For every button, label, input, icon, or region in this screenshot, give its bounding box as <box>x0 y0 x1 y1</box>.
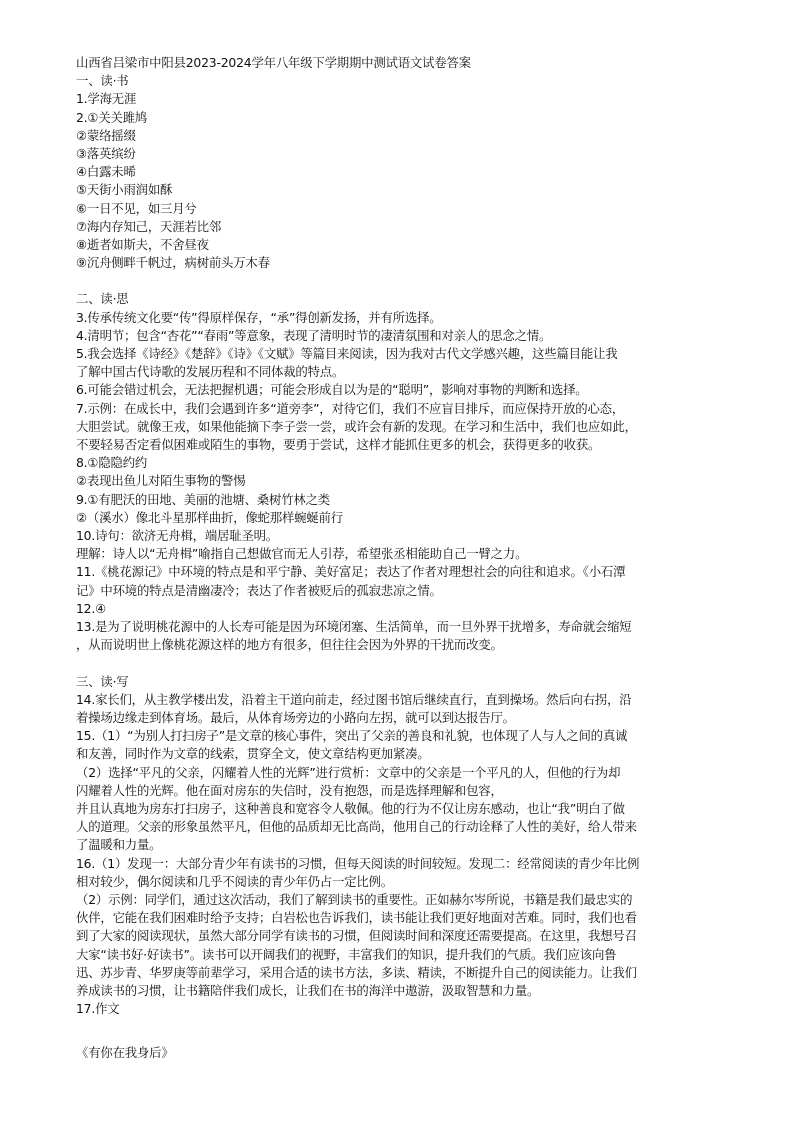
answer-line: 4.清明节；包含“杏花”“春雨”等意象，表现了清明时节的凄清氛围和对亲人的思念之情。 <box>76 327 552 343</box>
answer-line: 13.是为了说明桃花源中的人长寿可能是因为环境闭塞、生活简单，而一旦外界干扰增多，寿命就会缩短 <box>76 619 632 635</box>
answer-line: 2.①关关雎鸠 <box>76 109 148 125</box>
answer-line: ⑧逝者如斯夫，不舍昼夜 <box>76 237 209 253</box>
section-2-body <box>76 309 724 655</box>
answer-line: 15.（1）“为别人打扫房子”是文章的核心事件，突出了父亲的善良和礼貌，也体现了人与人之间的真诚 <box>76 728 628 744</box>
answer-line: 17.作文 <box>76 1001 120 1017</box>
answer-line: 伙伴，它能在我们困难时给予支持；白岩松也告诉我们，读书能让我们更好地面对苦难。同时，我们也看 <box>76 910 637 926</box>
answer-line: ⑨沉舟侧畔千帆过，病树前头万木春 <box>76 255 270 271</box>
answer-line: 10.诗句：欲济无舟楫，端居耻圣明。 <box>76 528 278 544</box>
answer-line: 理解：诗人以“无舟楫”喻指自己想做官而无人引荐，希望张丞相能助自己一臂之力。 <box>76 546 528 562</box>
answer-document <box>76 54 724 1063</box>
answer-line: ②蒙络摇缀 <box>76 127 136 143</box>
answer-line: 大胆尝试。就像王戎，如果他能摘下李子尝一尝，或许会有新的发现。在学习和生活中，我们也应如此， <box>76 418 637 434</box>
answer-line: ④白露未晞 <box>76 164 136 180</box>
answer-line: 了解中国古代诗歌的发展历程和不同体裁的特点。 <box>76 364 345 380</box>
answer-line: ②（溪水）像北斗星那样曲折，像蛇那样蜿蜒前行 <box>76 509 343 525</box>
answer-line: 16.（1）发现一：大部分青少年有读书的习惯，但每天阅读的时间较短。发现二：经常阅读的青少年比例 <box>76 855 640 871</box>
section-1-heading: 一、读·书 <box>76 73 129 89</box>
answer-line: 9.①有肥沃的田地、美丽的池塘、桑树竹林之类 <box>76 491 330 507</box>
answer-line: 和友善，同时作为文章的线索，贯穿全文，使文章结构更加紧凑。 <box>76 746 430 762</box>
essay-title: 《有你在我身后》 <box>76 1045 174 1061</box>
answer-line: ⑥一日不见，如三月兮 <box>76 200 197 216</box>
answer-line: ⑤天街小雨润如酥 <box>76 182 173 198</box>
answer-line: 人的道理。父亲的形象虽然平凡，但他的品质却无比高尚，他用自己的行动诠释了人性的美好，给人带来 <box>76 819 637 835</box>
answer-line: ，从而说明世上像桃花源这样的地方有很多，但往往会因为外界的干扰而改变。 <box>76 637 503 653</box>
answer-line: 养成读书的习惯，让书籍陪伴我们成长，让我们在书的海洋中遨游，汲取智慧和力量。 <box>76 982 540 998</box>
answer-line: 记》中环境的特点是清幽凄冷；表达了作者被贬后的孤寂悲凉之情。 <box>76 582 442 598</box>
answer-line: ⑦海内存知己，天涯若比邻 <box>76 218 222 234</box>
answer-line: 3.传承传统文化要“传”得原样保存，“承”得创新发扬，并有所选择。 <box>76 309 442 325</box>
answer-line: 7.示例：在成长中，我们会遇到许多“道旁李”，对待它们，我们不应盲目排斥，而应保持开放的心态， <box>76 400 625 416</box>
section-2-heading: 二、读·思 <box>76 291 129 307</box>
section-3-body <box>76 691 724 1019</box>
answer-line: 8.①隐隐约约 <box>76 455 148 471</box>
answer-line: 到了大家的阅读现状，虽然大部分同学有读书的习惯，但阅读时间和深度还需要提高。在这里，我想号召 <box>76 928 637 944</box>
document-title: 山西省吕梁市中阳县2023-2024学年八年级下学期期中测试语文试卷答案 <box>76 55 471 70</box>
answer-line: ②表现出鱼儿对陌生事物的警惕 <box>76 473 246 489</box>
answer-line: 11.《桃花源记》中环境的特点是和平宁静、美好富足；表达了作者对理想社会的向往和追求。《小石潭 <box>76 564 626 580</box>
section-1-body <box>76 90 724 272</box>
section-3-heading: 三、读·写 <box>76 673 129 689</box>
answer-line: 12.④ <box>76 600 107 616</box>
answer-line: （2）选择“平凡的父亲，闪耀着人性的光辉”进行赏析：文章中的父亲是一个平凡的人，但他的行为却 <box>76 764 621 780</box>
answer-line: 1.学海无涯 <box>76 91 137 107</box>
answer-line: 了温暖和力量。 <box>76 837 162 853</box>
answer-line: 迅、苏步青、华罗庚等前辈学习，采用合适的读书方法，多读、精读，不断提升自己的阅读能力。让我们 <box>76 964 637 980</box>
answer-line: 大家“读书好·好读书”。读书可以开阔我们的视野，丰富我们的知识，提升我们的气质。我们应该向鲁 <box>76 946 617 962</box>
answer-line: （2）示例：同学们，通过这次活动，我们了解到读书的重要性。正如赫尔岑所说，书籍是我们最忠实的 <box>76 891 633 907</box>
answer-line: 6.可能会错过机会，无法把握机遇；可能会形成自以为是的“聪明”，影响对事物的判断和选择。 <box>76 382 588 398</box>
answer-line: 不要轻易否定看似困难或陌生的事物，要勇于尝试，这样才能抓住更多的机会，获得更多的收获。 <box>76 437 601 453</box>
answer-line: 14.家长们，从主教学楼出发，沿着主干道向前走，经过图书馆后继续直行，直到操场。然后向右拐，沿 <box>76 691 632 707</box>
answer-line: 5.我会选择《诗经》《楚辞》《诗》《文赋》等篇目来阅读，因为我对古代文学感兴趣，这些篇目能让我 <box>76 346 618 362</box>
answer-line: ③落英缤纷 <box>76 146 136 162</box>
answer-line: 相对较少，偶尔阅读和几乎不阅读的青少年仍占一定比例。 <box>76 873 393 889</box>
answer-line: 闪耀着人性的光辉。他在面对房东的失信时，没有抱怨，而是选择理解和包容， <box>76 782 503 798</box>
answer-line: 着操场边缘走到体育场。最后，从体育场旁边的小路向左拐，就可以到达报告厅。 <box>76 709 515 725</box>
answer-line: 并且认真地为房东打扫房子，这种善良和宽容令人敬佩。他的行为不仅让房东感动，也让“我”明白了做 <box>76 800 625 816</box>
